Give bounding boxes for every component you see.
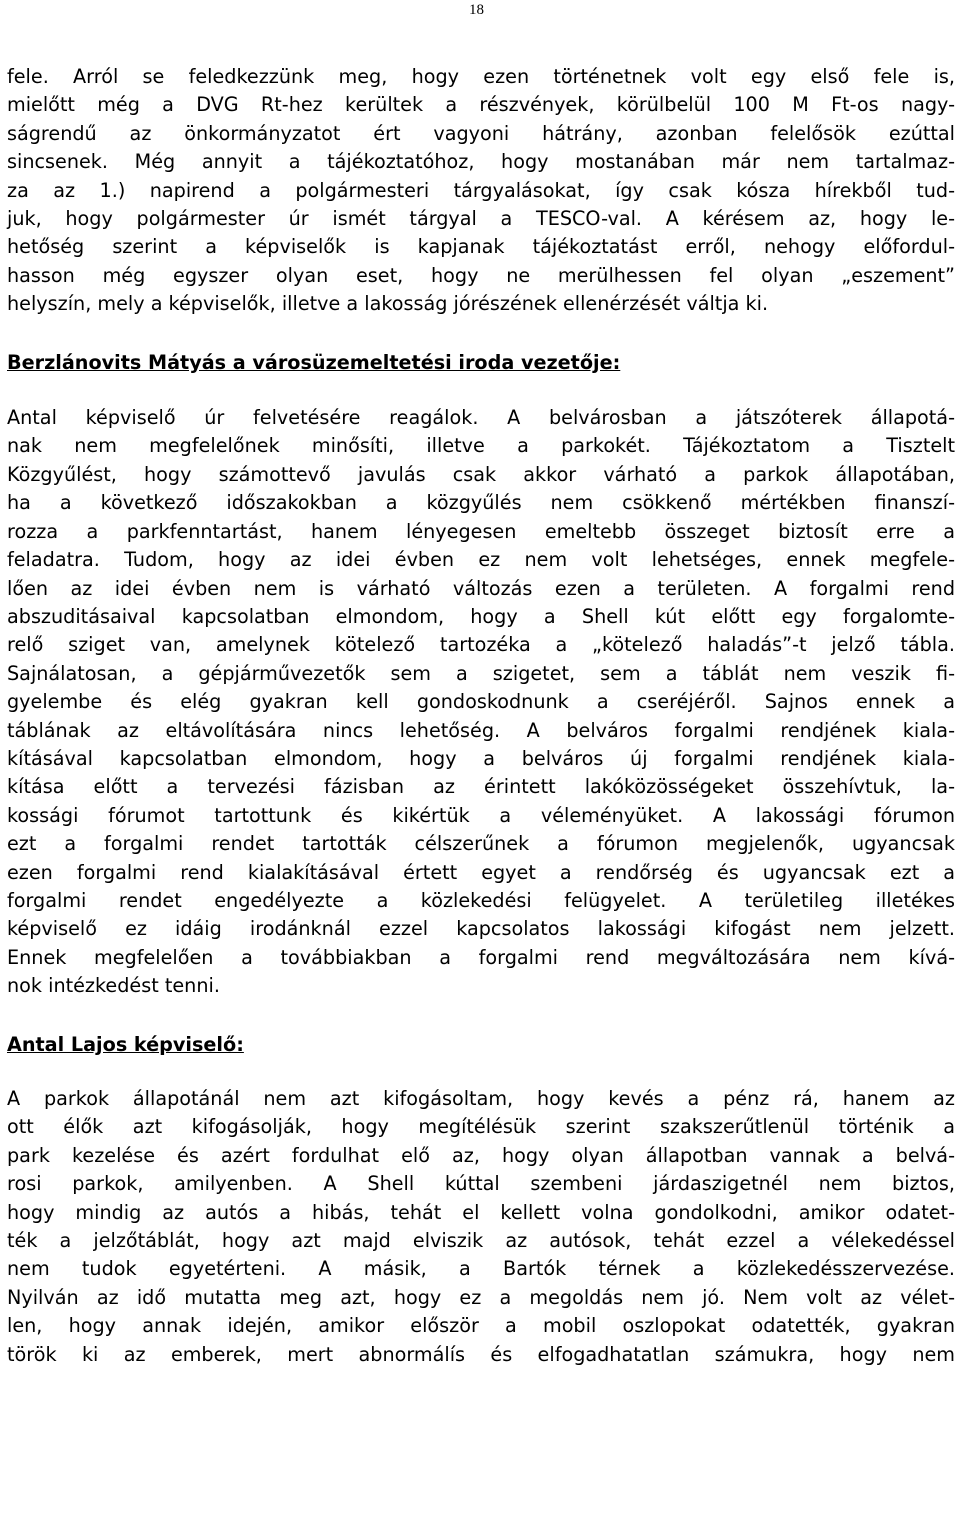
text-line: kossági fórumot tartottunk és kikértük a véleményüket. A lakossági fórumon: [7, 803, 955, 827]
text-line: gyelembe és elég gyakran kell gondoskodnunk a cseréjéről. Sajnos ennek a: [7, 690, 955, 714]
text-line: lően az idei évben nem is várható változás ezen a területen. A forgalmi rend: [7, 576, 955, 600]
text-line: helyszín, mely a képviselők, illetve a lakosság jórészének ellenérzését váltja ki.: [7, 292, 769, 316]
text-line: nem tudok egyetérteni. A másik, a Bartók térnek a közlekedésszervezése.: [7, 1257, 955, 1281]
spacer: [7, 1001, 955, 1031]
text-line: hetőség szerint a képviselők is kapjanak tájékoztatást erről, nehogy előfordul-: [7, 235, 955, 259]
paragraph-antal: [7, 1085, 955, 1369]
text-line: hasson még egyszer olyan eset, hogy ne merülhessen fel olyan „eszement”: [7, 263, 955, 287]
text-line: kításával kapcsolatban elmondom, hogy a belváros új forgalmi rendjének kiala-: [7, 746, 955, 770]
text-line: fele. Arról se feledkezzünk meg, hogy ezen történetnek volt egy első fele is,: [7, 65, 955, 88]
text-line: rozza a parkfenntartást, hanem lényegesen emeltebb összeget biztosít erre a: [7, 519, 955, 543]
text-line: ott élők azt kifogásolják, hogy megítélésük szerint szakszerűtlenül történik a: [7, 1115, 955, 1139]
text-line: sincsenek. Még annyit a tájékoztatóhoz, hogy mostanában már nem tartalmaz-: [7, 150, 955, 174]
paragraph-berzlanovits: [7, 404, 955, 1001]
spacer: [7, 319, 955, 349]
text-line: park kezelése és azért fordulhat elő az, hogy olyan állapotban vannak a belvá-: [7, 1143, 955, 1167]
text-line: mielőtt még a DVG Rt-hez kerültek a részvények, körülbelül 100 M Ft-os nagy-: [7, 93, 955, 117]
text-line: ték a jelzőtáblát, hogy azt majd elviszik az autósok, tehát ezzel a vélekedéssel: [7, 1229, 955, 1253]
text-line: za az 1.) napirend a polgármesteri tárgyalásokat, így csak kósza hírekből tud-: [7, 178, 955, 202]
text-line: Sajnálatosan, a gépjárművezetők sem a szigetet, sem a táblát nem veszik fi-: [7, 661, 955, 685]
text-line: táblának az eltávolítására nincs lehetőség. A belváros forgalmi rendjének kiala-: [7, 718, 955, 742]
text-line: relő sziget van, amelynek kötelező tartozéka a „kötelező haladás”-t jelző tábla.: [7, 633, 955, 657]
text-line: ha a következő időszakokban a közgyűlés nem csökkenő mértékben finanszí-: [7, 491, 955, 515]
text-line: nak nem megfelelőnek minősíti, illetve a parkokét. Tájékoztatom a Tisztelt: [7, 434, 955, 458]
text-line: ezt a forgalmi rendet tartották célszerűnek a fórumon megjelenők, ugyancsak: [7, 832, 955, 856]
spacer: [7, 1059, 955, 1085]
text-line: Ennek megfelelően a továbbiakban a forgalmi rend megváltozására nem kívá-: [7, 945, 955, 969]
text-line: forgalmi rendet engedélyezte a közlekedési felügyelet. A területileg illetékes: [7, 888, 955, 912]
text-line: A parkok állapotánál nem azt kifogásoltam, hogy kevés a pénz rá, hanem az: [7, 1087, 955, 1110]
page-number: 18: [469, 2, 484, 18]
text-line: nok intézkedést tenni.: [7, 974, 220, 998]
text-line: hogy mindig az autós a hibás, tehát el kellett volna gondolkodni, amikor odatet-: [7, 1200, 955, 1224]
text-line: ezen forgalmi rend kialakításával értett egyet a rendőrség és ugyancsak ezt a: [7, 860, 955, 884]
text-line: ságrendű az önkormányzatot ért vagyoni hátrány, azonban felelősök ezúttal: [7, 121, 955, 145]
text-line: török ki az emberek, mert abnormálís és elfogadhatatlan számukra, hogy nem: [7, 1342, 955, 1366]
speaker-heading-berzlanovits: Berzlánovits Mátyás a városüzemeltetési iroda vezetője:: [7, 350, 621, 374]
paragraph-intro: [7, 63, 955, 319]
text-line: abszuditásaival kapcsolatban elmondom, hogy a Shell kút előtt egy forgalomte-: [7, 604, 955, 628]
text-line: rosi parkok, amilyenben. A Shell kúttal szembeni járdaszigetnél nem biztos,: [7, 1172, 955, 1196]
text-line: kítása előtt a tervezési fázisban az érintett lakóközösségeket összehívtuk, la-: [7, 775, 955, 799]
text-line: Nyilván az idő mutatta meg azt, hogy ez a megoldás nem jó. Nem volt az vélet-: [7, 1285, 955, 1309]
text-line: Antal képviselő úr felvetésére reagálok. A belvárosban a játszóterek állapotá-: [7, 406, 955, 430]
speaker-heading-antal: Antal Lajos képviselő:: [7, 1032, 244, 1056]
spacer: [7, 377, 955, 404]
text-line: juk, hogy polgármester úr ismét tárgyal a TESCO-val. A kérésem az, hogy le-: [7, 207, 955, 231]
text-line: feladatra. Tudom, hogy az idei évben ez nem volt lehetséges, ennek megfele-: [7, 548, 955, 572]
text-line: képviselő ez idáig irodánknál ezzel kapcsolatos lakossági kifogást nem jelzett.: [7, 917, 955, 941]
document-body: [7, 63, 955, 1369]
text-line: len, hogy annak idején, amikor először a mobil oszlopokat odatették, gyakran: [7, 1314, 955, 1338]
text-line: Közgyűlést, hogy számottevő javulás csak akkor várható a parkok állapotában,: [7, 462, 955, 486]
